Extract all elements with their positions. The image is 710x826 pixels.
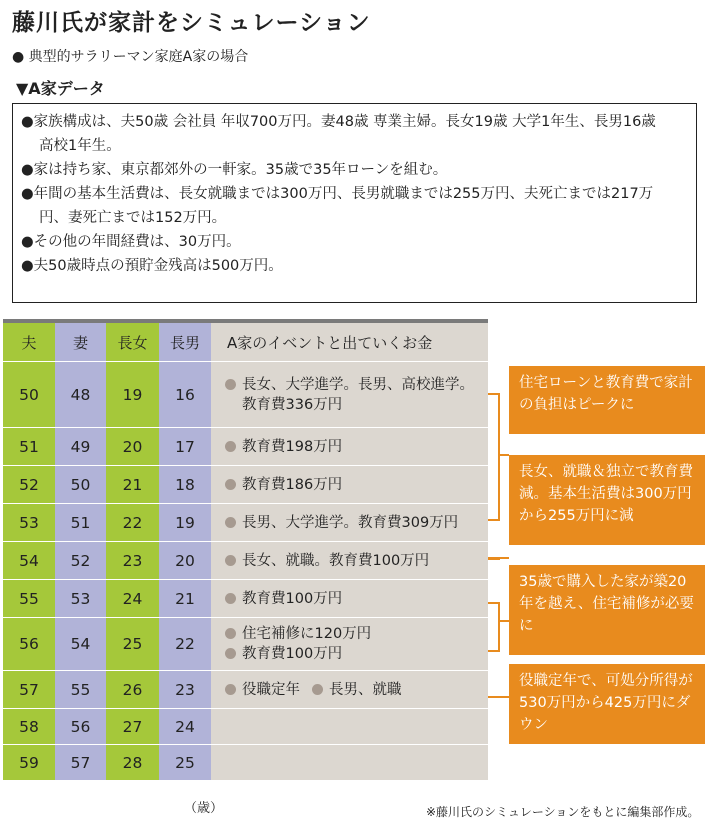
husband-age-cell: 59	[3, 745, 55, 781]
event-text: 役職定年	[242, 681, 300, 698]
event-cell	[211, 466, 488, 504]
event-text: 教育費100万円	[242, 590, 343, 607]
bullet-dot-icon	[225, 479, 236, 490]
note-daughter-independence: 長女、就職＆独立で教育費減。基本生活費は300万円から255万円に減	[509, 455, 705, 545]
table-row	[3, 542, 488, 580]
event-text: 住宅補修に120万円	[242, 626, 372, 642]
husband-age-cell: 58	[3, 709, 55, 745]
data-box-heading: ▼A家データ	[16, 79, 105, 98]
event-item	[225, 375, 488, 395]
son-age-cell: 18	[159, 466, 211, 504]
wife-age-cell: 53	[55, 580, 106, 618]
husband-age-cell: 54	[3, 542, 55, 580]
event-text: 長女、大学進学。長男、高校進学。	[242, 376, 474, 393]
header-son: 長男	[159, 323, 211, 362]
son-age-cell: 23	[159, 671, 211, 709]
event-item	[225, 644, 488, 664]
header-husband: 夫	[3, 323, 55, 362]
husband-age-cell: 55	[3, 580, 55, 618]
event-cell	[211, 542, 488, 580]
event-cell	[211, 671, 488, 709]
event-item	[225, 513, 488, 533]
note-house-repair: 35歳で購入した家が築20年を越え、住宅補修が必要に	[509, 565, 705, 655]
data-item-line: ●家族構成は、夫50歳 会社員 年収700万円。妻48歳 専業主婦。長女19歳 大学1年生、長男16歳	[21, 114, 656, 130]
age-unit-label: （歳）	[184, 801, 224, 816]
event-item	[225, 475, 488, 495]
bullet-dot-icon	[312, 684, 323, 695]
data-item-line: ●年間の基本生活費は、長女就職までは300万円、長男就職までは255万円、夫死亡までは217万	[21, 186, 654, 202]
husband-age-cell: 56	[3, 618, 55, 671]
daughter-age-cell: 24	[106, 580, 159, 618]
daughter-age-cell: 21	[106, 466, 159, 504]
wife-age-cell: 57	[55, 745, 106, 781]
event-text: 教育費100万円	[242, 646, 343, 662]
son-age-cell: 21	[159, 580, 211, 618]
table-row	[3, 709, 488, 745]
table-row	[3, 618, 488, 671]
table-row	[3, 671, 488, 709]
bullet-dot-icon	[225, 628, 236, 639]
table-body	[3, 362, 488, 781]
data-item-line: ●家は持ち家、東京都郊外の一軒家。35歳で35年ローンを組む。	[21, 162, 448, 178]
table-header-row	[3, 323, 488, 362]
event-text: 教育費198万円	[242, 438, 343, 455]
data-item-house	[21, 158, 686, 182]
subtitle: ● 典型的サラリーマン家庭A家の場合	[12, 49, 249, 65]
table-row	[3, 466, 488, 504]
husband-age-cell: 52	[3, 466, 55, 504]
daughter-age-cell: 27	[106, 709, 159, 745]
event-item	[312, 682, 402, 698]
son-age-cell: 20	[159, 542, 211, 580]
bullet-dot-icon	[225, 379, 236, 390]
table-row	[3, 428, 488, 466]
daughter-age-cell: 22	[106, 504, 159, 542]
daughter-age-cell: 26	[106, 671, 159, 709]
son-age-cell: 17	[159, 428, 211, 466]
connector-line	[498, 454, 509, 456]
data-item-savings	[21, 254, 686, 278]
wife-age-cell: 49	[55, 428, 106, 466]
table-row	[3, 504, 488, 542]
wife-age-cell: 48	[55, 362, 106, 428]
husband-age-cell: 57	[3, 671, 55, 709]
event-cell	[211, 362, 488, 428]
event-cell	[211, 428, 488, 466]
table-row	[3, 362, 488, 428]
connector-bracket	[488, 602, 500, 652]
note-post-retirement: 役職定年で、可処分所得が530万円から425万円にダウン	[509, 664, 705, 744]
event-text: 長男、就職	[329, 681, 402, 698]
bullet-dot-icon	[225, 593, 236, 604]
table-row	[3, 745, 488, 781]
data-item-line: 高校1年生。	[39, 138, 121, 154]
wife-age-cell: 54	[55, 618, 106, 671]
event-text: 教育費336万円	[242, 396, 343, 413]
husband-age-cell: 53	[3, 504, 55, 542]
header-events: A家のイベントと出ていくお金	[211, 323, 488, 362]
husband-age-cell: 50	[3, 362, 55, 428]
data-item-living-cost	[21, 182, 686, 230]
simulation-table	[3, 323, 488, 781]
footnote: ※藤川氏のシミュレーションをもとに編集部作成。	[426, 805, 700, 819]
son-age-cell: 24	[159, 709, 211, 745]
wife-age-cell: 52	[55, 542, 106, 580]
event-text: 教育費186万円	[242, 476, 343, 493]
wife-age-cell: 51	[55, 504, 106, 542]
bullet-dot-icon	[225, 684, 236, 695]
event-text: 長女、就職。教育費100万円	[242, 552, 430, 569]
connector-line	[498, 620, 509, 622]
note-loan-peak: 住宅ローンと教育費で家計の負担はピークに	[509, 366, 705, 434]
wife-age-cell: 55	[55, 671, 106, 709]
table-row	[3, 580, 488, 618]
daughter-age-cell: 25	[106, 618, 159, 671]
bullet-dot-icon	[225, 648, 236, 659]
son-age-cell: 16	[159, 362, 211, 428]
event-item	[225, 589, 488, 609]
daughter-age-cell: 19	[106, 362, 159, 428]
header-wife: 妻	[55, 323, 106, 362]
event-cell	[211, 580, 488, 618]
data-item-other-cost	[21, 230, 686, 254]
bullet-dot-icon	[225, 441, 236, 452]
page-title: 藤川氏が家計をシミュレーション	[12, 10, 371, 36]
header-daughter: 長女	[106, 323, 159, 362]
data-item-family	[21, 110, 686, 158]
event-item	[225, 395, 488, 415]
event-item	[225, 551, 488, 571]
connector-line	[488, 696, 509, 698]
event-text: 長男、大学進学。教育費309万円	[242, 514, 459, 531]
wife-age-cell: 56	[55, 709, 106, 745]
husband-age-cell: 51	[3, 428, 55, 466]
data-item-line: ●その他の年間経費は、30万円。	[21, 234, 241, 250]
event-item	[225, 437, 488, 457]
event-cell	[211, 709, 488, 745]
connector-bracket	[488, 393, 500, 521]
event-item	[225, 682, 300, 698]
daughter-age-cell: 23	[106, 542, 159, 580]
event-item	[225, 624, 488, 644]
daughter-age-cell: 28	[106, 745, 159, 781]
son-age-cell: 25	[159, 745, 211, 781]
connector-bracket	[488, 557, 500, 560]
event-cell	[211, 504, 488, 542]
event-cell	[211, 745, 488, 781]
family-data-box	[12, 103, 697, 303]
data-item-line: 円、妻死亡までは152万円。	[39, 210, 227, 226]
wife-age-cell: 50	[55, 466, 106, 504]
bullet-dot-icon	[225, 555, 236, 566]
bullet-dot-icon	[225, 517, 236, 528]
daughter-age-cell: 20	[106, 428, 159, 466]
event-cell	[211, 618, 488, 671]
data-item-line: ●夫50歳時点の預貯金残高は500万円。	[21, 258, 283, 274]
son-age-cell: 19	[159, 504, 211, 542]
son-age-cell: 22	[159, 618, 211, 671]
